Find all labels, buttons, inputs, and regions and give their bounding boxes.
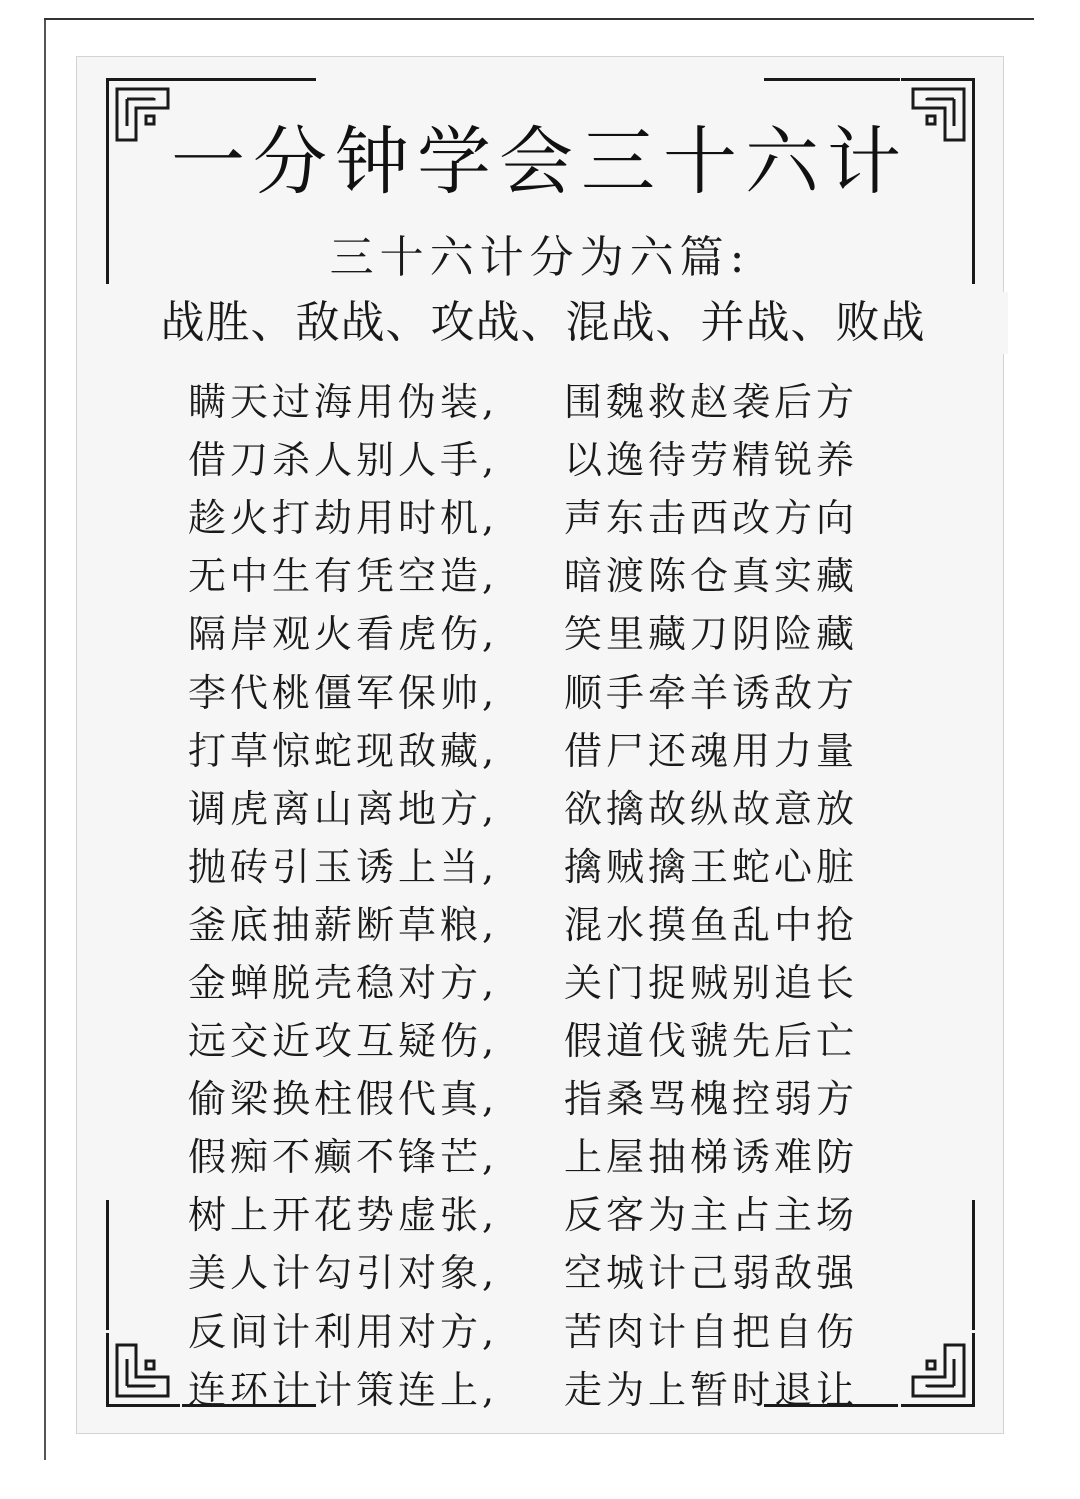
verse-right: 空城计己弱敌强 <box>564 1251 859 1296</box>
verse-line <box>188 663 908 721</box>
verse-left: 美人计勾引对象, <box>188 1251 499 1296</box>
verse-left: 连环计计策连上, <box>188 1367 499 1412</box>
verse-left: 李代桃僵军保帅, <box>188 670 499 715</box>
verse-right: 指桑骂槐控弱方 <box>564 1077 859 1122</box>
verse-line <box>188 547 908 605</box>
verse-left: 远交近攻互疑伤, <box>188 1019 499 1064</box>
verse-right: 假道伐虢先后亡 <box>564 1019 859 1064</box>
verse-line <box>188 1361 908 1419</box>
verse-line <box>188 954 908 1012</box>
verse-right: 苦肉计自把自伤 <box>564 1309 859 1354</box>
verse-left: 隔岸观火看虎伤, <box>188 612 499 657</box>
verse-right: 声东击西改方向 <box>564 496 859 541</box>
verse-left: 趁火打劫用时机, <box>188 496 499 541</box>
verse-left: 金蝉脱壳稳对方, <box>188 960 499 1005</box>
verse-left: 反间计利用对方, <box>188 1309 499 1354</box>
verse-left: 借刀杀人别人手, <box>188 438 499 483</box>
verse-line <box>188 489 908 547</box>
verse-right: 暗渡陈仓真实藏 <box>564 554 859 599</box>
verse-line <box>188 373 908 431</box>
verse-right: 笑里藏刀阴险藏 <box>564 612 859 657</box>
corner-ornament-bottom-left <box>106 1321 192 1407</box>
verse-right: 关门捉贼别追长 <box>564 960 859 1005</box>
verse-right: 欲擒故纵故意放 <box>564 786 859 831</box>
verse-line <box>188 431 908 489</box>
verse-right: 以逸待劳精锐养 <box>564 438 859 483</box>
page-title: 一分钟学会三十六计 <box>171 119 909 205</box>
chapter-list: 战胜、敌战、攻战、混战、并战、败战 <box>78 292 1008 354</box>
verse-left: 抛砖引玉诱上当, <box>188 844 499 889</box>
verse-left: 假痴不癫不锋芒, <box>188 1135 499 1180</box>
verse-line <box>188 1012 908 1070</box>
verse-right: 走为上暂时退让 <box>564 1367 859 1412</box>
verse-line <box>188 1186 908 1244</box>
frame-right-lower-line <box>972 1200 975 1330</box>
verse-right: 上屋抽梯诱难防 <box>564 1135 859 1180</box>
verse-line <box>188 896 908 954</box>
verse-left: 偷梁换柱假代真, <box>188 1077 499 1122</box>
verse-right: 擒贼擒王蛇心脏 <box>564 844 859 889</box>
verse-right: 借尸还魂用力量 <box>564 728 859 773</box>
verse-right: 反客为主占主场 <box>564 1193 859 1238</box>
verse-right: 顺手牵羊诱敌方 <box>564 670 859 715</box>
verse-left: 调虎离山离地方, <box>188 786 499 831</box>
verse-left: 瞒天过海用伪装, <box>188 380 499 425</box>
verse-left: 打草惊蛇现敌藏, <box>188 728 499 773</box>
frame-top-right-line <box>764 78 900 81</box>
verse-list <box>188 373 908 1419</box>
verse-line <box>188 1070 908 1128</box>
frame-top-left-line <box>180 78 316 81</box>
verse-left: 釜底抽薪断草粮, <box>188 902 499 947</box>
verse-line <box>188 1128 908 1186</box>
verse-left: 无中生有凭空造, <box>188 554 499 599</box>
verse-left: 树上开花势虚张, <box>188 1193 499 1238</box>
page-edge-top <box>44 18 1034 20</box>
frame-left-lower-line <box>106 1200 109 1330</box>
verse-right: 混水摸鱼乱中抢 <box>564 902 859 947</box>
verse-line <box>188 1244 908 1302</box>
verse-line <box>188 838 908 896</box>
verse-line <box>188 780 908 838</box>
verse-line <box>188 722 908 780</box>
verse-line <box>188 1303 908 1361</box>
verse-right: 围魏救赵袭后方 <box>564 380 859 425</box>
verse-line <box>188 605 908 663</box>
subtitle: 三十六计分为六篇: <box>329 232 751 283</box>
